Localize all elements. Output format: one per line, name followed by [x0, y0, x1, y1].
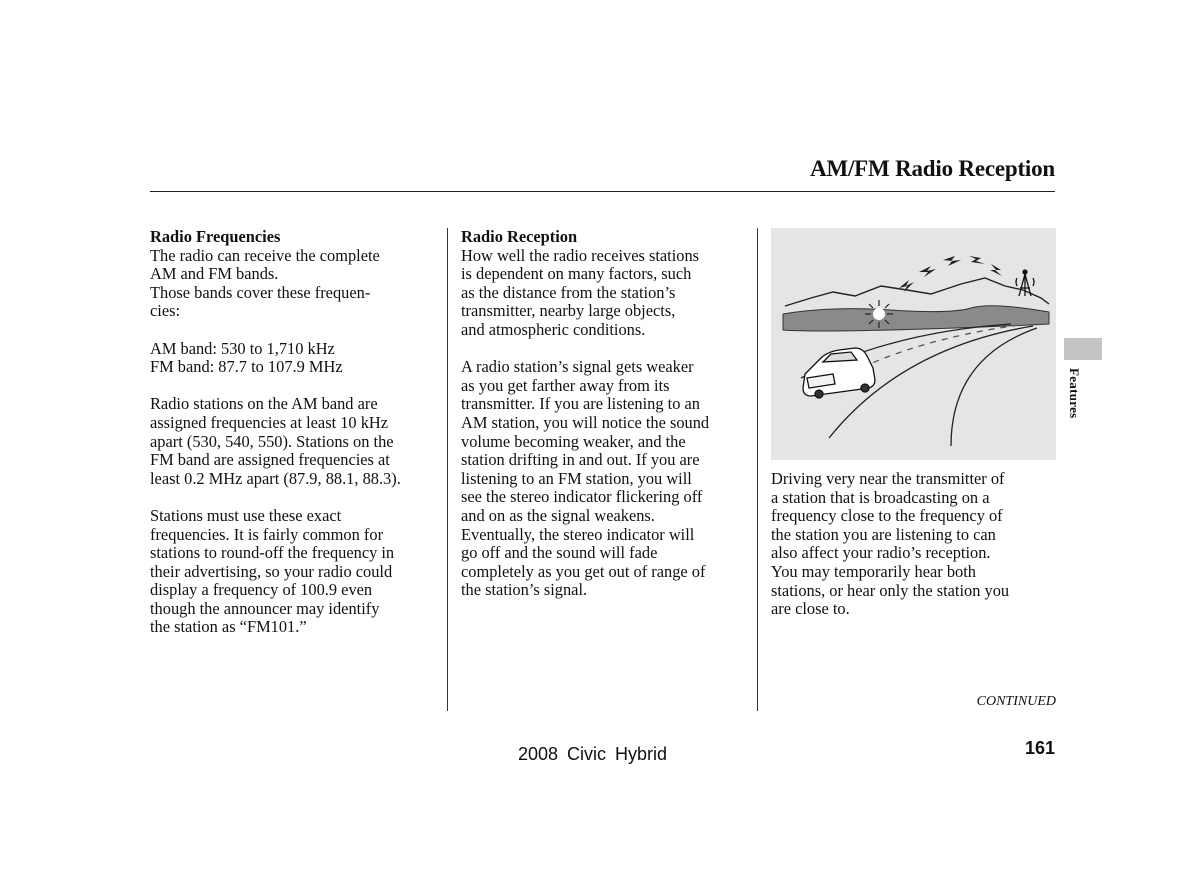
text-line: station drifting in and out. If you are [461, 450, 700, 470]
text-line: Stations must use these exact [150, 505, 342, 525]
title-divider [150, 191, 1055, 192]
text-line: and atmospheric conditions. [461, 319, 646, 339]
text-line: as you get farther away from its [461, 375, 670, 395]
text-line: volume becoming weaker, and the [461, 431, 686, 451]
reception-illustration [771, 228, 1056, 460]
text-line: Radio stations on the AM band are [150, 394, 378, 414]
text-line: completely as you get out of range of [461, 561, 706, 581]
column-divider [447, 228, 448, 711]
text-line: are close to. [771, 599, 850, 619]
column1-body [150, 247, 440, 637]
text-line: a station that is broadcasting on a [771, 487, 990, 507]
text-line: frequencies. It is fairly common for [150, 524, 384, 544]
text-line: cies: [150, 301, 181, 321]
text-line: frequency close to the frequency of [771, 506, 1003, 526]
paragraph-gap [461, 340, 749, 359]
footer-model: 2008 Civic Hybrid [518, 744, 668, 764]
radio-tower-icon [1016, 270, 1034, 296]
paragraph-gap [150, 377, 440, 396]
section-tab-marker [1064, 338, 1102, 360]
text-line: transmitter, nearby large objects, [461, 301, 676, 321]
column3-body [771, 470, 1056, 619]
text-line: display a frequency of 100.9 even [150, 580, 373, 600]
section-heading: Radio Frequencies [150, 227, 281, 246]
text-line: AM station, you will notice the sound [461, 412, 710, 432]
text-line: the station as “FM101.” [150, 617, 307, 637]
text-line: AM band: 530 to 1,710 kHz [150, 338, 335, 358]
mountains-icon [785, 278, 1049, 306]
column-radio-frequencies [150, 228, 440, 637]
text-line: listening to an FM station, you will [461, 468, 692, 488]
text-line: AM and FM bands. [150, 264, 279, 284]
radio-wave-icon [899, 256, 1002, 292]
text-line: stations to round-off the frequency in [150, 543, 395, 563]
column-radio-reception [461, 228, 749, 600]
text-line: stations, or hear only the station you [771, 580, 1010, 600]
paragraph-gap [150, 488, 440, 507]
text-line: assigned frequencies at least 10 kHz [150, 412, 389, 432]
text-line: Driving very near the transmitter of [771, 469, 1005, 488]
text-line: as the distance from the station’s [461, 282, 676, 302]
illustration-svg [771, 228, 1056, 460]
text-line: How well the radio receives stations [461, 245, 700, 265]
text-line: least 0.2 MHz apart (87.9, 88.1, 88.3). [150, 468, 401, 488]
section-heading: Radio Reception [461, 227, 578, 246]
text-line: is dependent on many factors, such [461, 264, 692, 284]
text-line: and on as the signal weakens. [461, 505, 655, 525]
column-nearby-transmitter [771, 470, 1056, 619]
page-number: 161 [1024, 738, 1055, 758]
sun-glare-icon [865, 300, 893, 328]
text-line: You may temporarily hear both [771, 561, 977, 581]
text-line: FM band: 87.7 to 107.9 MHz [150, 357, 343, 377]
text-line: their advertising, so your radio could [150, 561, 393, 581]
column2-body [461, 247, 749, 600]
text-line: Those bands cover these frequen- [150, 282, 371, 302]
text-line: see the stereo indicator flickering off [461, 487, 703, 507]
text-line: the station you are listening to can [771, 524, 996, 544]
continued-label: CONTINUED [976, 694, 1056, 709]
column-divider [757, 228, 758, 711]
text-line: transmitter. If you are listening to an [461, 394, 700, 414]
text-line: FM band are assigned frequencies at [150, 450, 390, 470]
paragraph-gap [150, 321, 440, 340]
text-line: also affect your radio’s reception. [771, 543, 991, 563]
text-line: though the announcer may identify [150, 598, 380, 618]
text-line: apart (530, 540, 550). Stations on the [150, 431, 394, 451]
car-icon [803, 348, 875, 398]
text-line: go off and the sound will fade [461, 543, 658, 563]
section-tab-label: Features [1067, 368, 1082, 419]
horizon-treeline [783, 306, 1049, 331]
text-line: Eventually, the stereo indicator will [461, 524, 695, 544]
text-line: the station’s signal. [461, 580, 588, 600]
page-title: AM/FM Radio Reception [810, 156, 1055, 181]
text-line: The radio can receive the complete [150, 245, 380, 265]
text-line: A radio station’s signal gets weaker [461, 357, 694, 377]
